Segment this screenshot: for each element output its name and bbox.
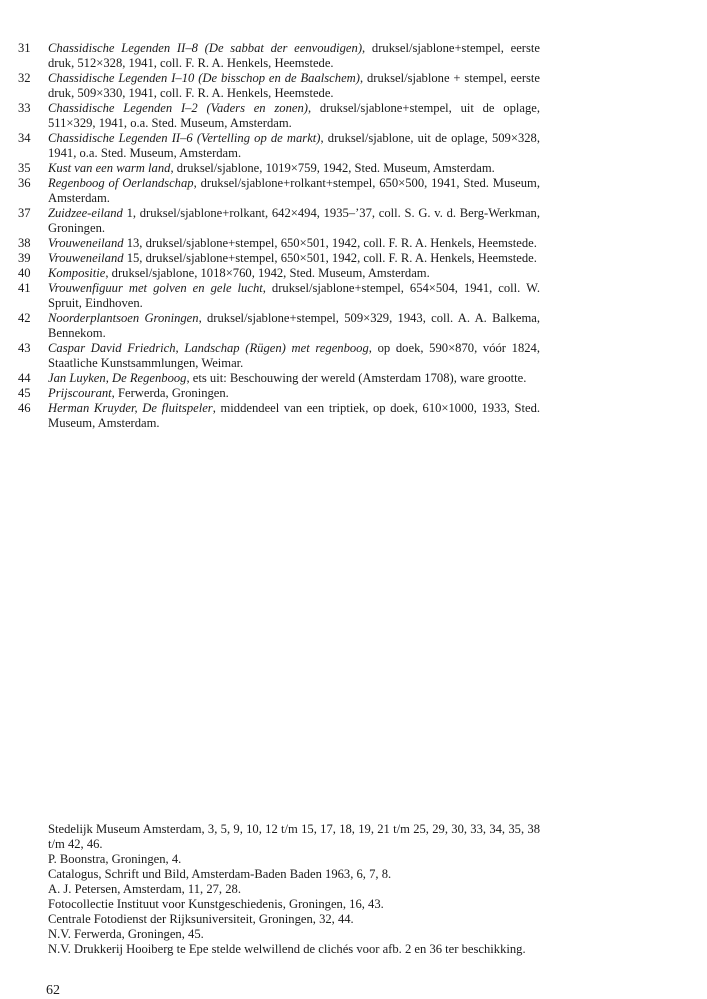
entry-title: Kompositie xyxy=(48,266,106,280)
entry-description: 1, druksel/sjablone+rolkant, 642×494, 1935–’37, coll. S. G. v. d. Berg-Werkman, Groningen. xyxy=(48,206,540,235)
catalog-entry xyxy=(18,131,698,161)
entry-text xyxy=(48,176,540,206)
entry-description: , op doek, 590×870, vóór 1824, Staatliche Kunstsammlungen, Weimar. xyxy=(48,341,540,370)
entry-text xyxy=(48,161,540,176)
entry-text xyxy=(48,386,540,401)
entry-title: Regenboog of Oerlandschap xyxy=(48,176,194,190)
entry-title: Chassidische Legenden I–10 (De bisschop en de Baalschem) xyxy=(48,71,360,85)
entry-number: 34 xyxy=(18,131,31,145)
entry-text xyxy=(48,131,540,161)
entry-text xyxy=(48,371,540,386)
entry-title: Kust van een warm land xyxy=(48,161,171,175)
catalog-entry xyxy=(18,341,698,371)
entry-description: , druksel/sjablone+rolkant+stempel, 650×500, 1941, Sted. Museum, Amsterdam. xyxy=(48,176,541,205)
entry-description: , druksel/sjablone+stempel, eerste druk, 512×328, 1941, coll. F. R. A. Henkels, Heemstede. xyxy=(48,41,540,70)
credit-line: Catalogus, Schrift und Bild, Amsterdam-Baden Baden 1963, 6, 7, 8. xyxy=(48,867,392,881)
credit-line: Centrale Fotodienst der Rijksuniversiteit, Groningen, 32, 44. xyxy=(48,912,354,926)
entry-text xyxy=(48,401,540,431)
entry-number: 38 xyxy=(18,236,31,250)
credit-line: A. J. Petersen, Amsterdam, 11, 27, 28. xyxy=(48,882,241,896)
entry-number: 42 xyxy=(18,311,31,325)
entry-description: , middendeel van een triptiek, op doek, 610×1000, 1933, Sted. Museum, Amsterdam. xyxy=(48,401,541,430)
catalog-entry xyxy=(18,41,698,71)
entry-description: , druksel/sjablone+stempel, uit de oplage, 511×329, 1941, o.a. Sted. Museum, Amsterdam. xyxy=(48,101,540,130)
entry-text xyxy=(48,341,540,371)
entry-description: 13, druksel/sjablone+stempel, 650×501, 1942, coll. F. R. A. Henkels, Heemstede. xyxy=(123,236,537,250)
credit-line: Stedelijk Museum Amsterdam, 3, 5, 9, 10, 12 t/m 15, 17, 18, 19, 21 t/m 25, 29, 30, 33, 34, 35, 38 t/m 42, 46. xyxy=(48,822,540,851)
entry-text xyxy=(48,206,540,236)
entry-description: , druksel/sjablone, uit de oplage, 509×328, 1941, o.a. Sted. Museum, Amsterdam. xyxy=(48,131,540,160)
entry-number: 41 xyxy=(18,281,31,295)
entry-number: 43 xyxy=(18,341,31,355)
entry-text xyxy=(48,311,540,341)
entry-description: , Ferwerda, Groningen. xyxy=(111,386,229,400)
entry-text xyxy=(48,236,540,251)
entry-text xyxy=(48,101,540,131)
entry-title: Vrouweneiland xyxy=(48,251,124,265)
credit-line: N.V. Ferwerda, Groningen, 45. xyxy=(48,927,204,941)
catalog-entry xyxy=(18,371,698,386)
page-number: 62 xyxy=(46,983,60,998)
entry-title: Chassidische Legenden I–2 (Vaders en zonen) xyxy=(48,101,308,115)
entry-number: 44 xyxy=(18,371,31,385)
entry-number: 36 xyxy=(18,176,31,190)
entry-text xyxy=(48,41,540,71)
entry-title: Chassidische Legenden II–6 (Vertelling op de markt) xyxy=(48,131,321,145)
entry-description: , druksel/sjablone, 1018×760, 1942, Sted. Museum, Amsterdam. xyxy=(105,266,430,280)
photo-credits xyxy=(48,822,540,957)
credit-line: P. Boonstra, Groningen, 4. xyxy=(48,852,182,866)
credit-line: N.V. Drukkerij Hooiberg te Epe stelde welwillend de clichés voor afb. 2 en 36 ter beschikking. xyxy=(48,942,526,956)
entry-number: 37 xyxy=(18,206,31,220)
entry-description: , druksel/sjablone, 1019×759, 1942, Sted. Museum, Amsterdam. xyxy=(170,161,495,175)
entry-title: Vrouwenfiguur met golven en gele lucht xyxy=(48,281,263,295)
entry-text xyxy=(48,266,540,281)
entry-number: 45 xyxy=(18,386,31,400)
entry-text xyxy=(48,251,540,266)
entry-description: , ets uit: Beschouwing der wereld (Amsterdam 1708), ware grootte. xyxy=(186,371,527,385)
catalog-entry xyxy=(18,266,698,281)
entry-text xyxy=(48,281,540,311)
entry-text xyxy=(48,71,540,101)
entry-number: 33 xyxy=(18,101,31,115)
entry-description: , druksel/sjablone+stempel, 509×329, 1943, coll. A. A. Balkema, Bennekom. xyxy=(48,311,540,340)
entry-title: Herman Kruyder, De fluitspeler xyxy=(48,401,213,415)
catalog-entry xyxy=(18,236,698,251)
entry-title: Zuidzee-eiland xyxy=(48,206,123,220)
catalog-entry xyxy=(18,176,698,206)
entry-description: , druksel/sjablone+stempel, 654×504, 1941, coll. W. Spruit, Eindhoven. xyxy=(48,281,540,310)
catalog-list xyxy=(18,41,698,431)
catalog-entry xyxy=(18,206,698,236)
catalog-entry xyxy=(18,281,698,311)
entry-title: Prijscourant xyxy=(48,386,112,400)
entry-title: Jan Luyken, De Regenboog xyxy=(48,371,187,385)
catalog-entry xyxy=(18,401,698,431)
catalog-entry xyxy=(18,161,698,176)
entry-number: 31 xyxy=(18,41,31,55)
entry-title: Vrouweneiland xyxy=(48,236,124,250)
entry-title: Noorderplantsoen Groningen xyxy=(48,311,199,325)
entry-number: 39 xyxy=(18,251,31,265)
catalog-entry xyxy=(18,251,698,266)
entry-description: , druksel/sjablone + stempel, eerste druk, 509×330, 1941, coll. F. R. A. Henkels, Heemstede. xyxy=(48,71,540,100)
entry-title: Chassidische Legenden II–8 (De sabbat der eenvoudigen) xyxy=(48,41,363,55)
entry-number: 32 xyxy=(18,71,31,85)
entry-number: 40 xyxy=(18,266,31,280)
catalog-entry xyxy=(18,311,698,341)
catalog-entry xyxy=(18,386,698,401)
catalog-entry xyxy=(18,71,698,101)
catalog-entry xyxy=(18,101,698,131)
entry-title: Caspar David Friedrich, Landschap (Rügen) met regenboog xyxy=(48,341,369,355)
entry-number: 35 xyxy=(18,161,31,175)
entry-description: 15, druksel/sjablone+stempel, 650×501, 1942, coll. F. R. A. Henkels, Heemstede. xyxy=(123,251,537,265)
entry-number: 46 xyxy=(18,401,31,415)
credit-line: Fotocollectie Instituut voor Kunstgeschiedenis, Groningen, 16, 43. xyxy=(48,897,384,911)
